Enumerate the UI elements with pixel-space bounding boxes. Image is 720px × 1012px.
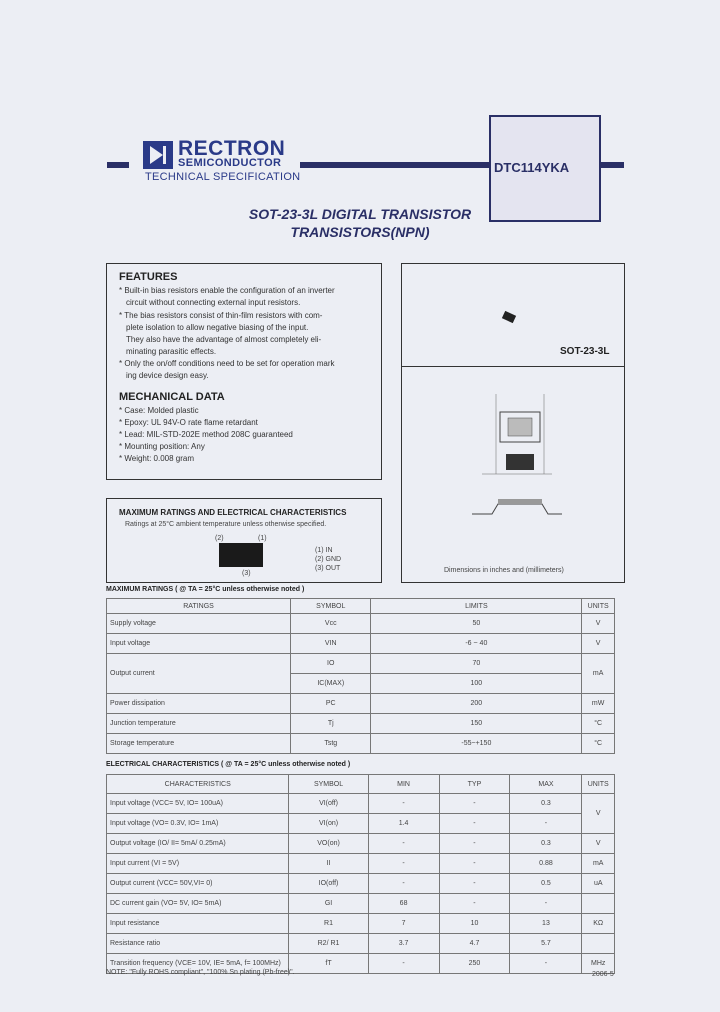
table-cell: V: [582, 614, 615, 634]
table-cell: 250: [439, 954, 510, 974]
table-cell: uA: [582, 874, 615, 894]
table-cell: R1: [289, 914, 368, 934]
table-header: MAX: [510, 775, 582, 794]
table-header: SYMBOL: [291, 599, 371, 614]
table-row: [107, 914, 615, 934]
table-cell: -: [368, 794, 439, 814]
header-bar-left: [107, 162, 129, 168]
table-cell: 13: [510, 914, 582, 934]
max-ratings-caption: MAXIMUM RATINGS ( @ TA = 25°C unless otherwise noted ): [106, 586, 305, 593]
package-icon: [500, 310, 520, 326]
table-cell: fT: [289, 954, 368, 974]
feature-line: * Built-in bias resistors enable the configuration of an inverter: [119, 286, 335, 295]
diode-symbol-icon: [143, 141, 173, 169]
table-cell: Power dissipation: [107, 694, 291, 714]
table-cell: 3.7: [368, 934, 439, 954]
ratings-heading: MAXIMUM RATINGS AND ELECTRICAL CHARACTERISTICS: [119, 508, 347, 517]
table-cell: °C: [582, 714, 615, 734]
table-row: [107, 634, 615, 654]
table-cell: V: [582, 794, 615, 834]
table-header: TYP: [439, 775, 510, 794]
table-cell: -: [439, 794, 510, 814]
table-cell: 5.7: [510, 934, 582, 954]
header-bar-right: [599, 162, 624, 168]
package-label: SOT-23-3L: [560, 346, 610, 357]
table-cell: Supply voltage: [107, 614, 291, 634]
table-cell: GI: [289, 894, 368, 914]
table-cell: Transition frequency (VCE= 10V, IE= 5mA, f= 100MHz): [107, 954, 289, 974]
package-divider: [402, 366, 624, 367]
max-ratings-table: [106, 598, 615, 754]
table-cell: -: [510, 954, 582, 974]
features-heading: FEATURES: [119, 271, 178, 283]
table-cell: -: [439, 834, 510, 854]
table-cell: 50: [371, 614, 582, 634]
footer-code: 2006-5: [592, 971, 614, 978]
table-cell: 1.4: [368, 814, 439, 834]
table-cell: VO(on): [289, 834, 368, 854]
table-cell: 68: [368, 894, 439, 914]
table-row: [107, 694, 615, 714]
pin-desc-gnd: (2) GND: [315, 556, 342, 563]
table-row: [107, 814, 615, 834]
table-cell: Input voltage (VCC= 5V, IO= 100uA): [107, 794, 289, 814]
header-bar-middle: [300, 162, 489, 168]
feature-line: circuit without connecting external input resistors.: [126, 298, 301, 307]
table-cell: R2/ R1: [289, 934, 368, 954]
table-cell: Tj: [291, 714, 371, 734]
table-cell: Output current: [107, 654, 291, 694]
part-number: DTC114YKA: [494, 160, 570, 175]
ratings-panel: [106, 498, 382, 583]
table-cell: -6 ~ 40: [371, 634, 582, 654]
table-cell: KΩ: [582, 914, 615, 934]
dimension-note: Dimensions in inches and (millimeters): [444, 567, 564, 574]
table-cell: °C: [582, 734, 615, 754]
page-title: SOT-23-3L DIGITAL TRANSISTOR: [248, 206, 472, 222]
table-cell: Output voltage (IO/ II= 5mA/ 0.25mA): [107, 834, 289, 854]
feature-line: ing device design easy.: [126, 371, 209, 380]
table-row: [107, 934, 615, 954]
table-cell: Output current (VCC= 50V,VI= 0): [107, 874, 289, 894]
ratings-note: Ratings at 25°C ambient temperature unless otherwise specified.: [125, 521, 327, 528]
table-row: [107, 734, 615, 754]
table-cell: Input voltage (VO= 0.3V, IO= 1mA): [107, 814, 289, 834]
table-cell: Junction temperature: [107, 714, 291, 734]
table-cell: 10: [439, 914, 510, 934]
table-header: RATINGS: [107, 599, 291, 614]
pin-label-2: (2): [215, 535, 224, 542]
table-row: [107, 614, 615, 634]
table-cell: IO(off): [289, 874, 368, 894]
brand-name: RECTRON: [178, 137, 286, 160]
feature-line: minating parasitic effects.: [126, 347, 217, 356]
rectron-logo-icon: [143, 141, 173, 169]
feature-line: plete isolation to allow negative biasing of the input.: [126, 323, 309, 332]
table-cell: -: [439, 814, 510, 834]
table-header: MIN: [368, 775, 439, 794]
table-cell: -: [368, 834, 439, 854]
table-cell: IO: [291, 654, 371, 674]
table-cell: -55~+150: [371, 734, 582, 754]
table-cell: V: [582, 834, 615, 854]
table-cell: 150: [371, 714, 582, 734]
table-cell: Input resistance: [107, 914, 289, 934]
table-cell: mW: [582, 694, 615, 714]
table-cell: -: [510, 894, 582, 914]
table-cell: VIN: [291, 634, 371, 654]
brand-spec-label: TECHNICAL SPECIFICATION: [145, 171, 301, 183]
elec-chars-table: [106, 774, 615, 974]
table-cell: -: [368, 854, 439, 874]
features-panel: [106, 263, 382, 480]
table-cell: mA: [582, 654, 615, 694]
table-cell: Resistance ratio: [107, 934, 289, 954]
feature-line: They also have the advantage of almost completely eli-: [126, 335, 322, 344]
table-cell: 0.5: [510, 874, 582, 894]
table-cell: V: [582, 634, 615, 654]
mechanical-line: * Epoxy: UL 94V-O rate flame retardant: [119, 418, 258, 427]
table-cell: DC current gain (VO= 5V, IO= 5mA): [107, 894, 289, 914]
table-cell: -: [368, 954, 439, 974]
mechanical-line: * Mounting position: Any: [119, 442, 205, 451]
table-header: CHARACTERISTICS: [107, 775, 289, 794]
table-cell: Input voltage: [107, 634, 291, 654]
pin-label-1: (1): [258, 535, 267, 542]
table-cell: 0.3: [510, 834, 582, 854]
table-cell: VI(on): [289, 814, 368, 834]
table-cell: 70: [371, 654, 582, 674]
table-header: UNITS: [582, 599, 615, 614]
package-dimension-drawing: [412, 374, 612, 544]
table-cell: MHz: [582, 954, 615, 974]
table-cell: [582, 894, 615, 914]
table-cell: 100: [371, 674, 582, 694]
brand-subtitle: SEMICONDUCTOR: [178, 157, 282, 169]
pin-label-3: (3): [242, 570, 251, 577]
feature-line: * The bias resistors consist of thin-film resistors with com-: [119, 311, 323, 320]
pin-desc-out: (3) OUT: [315, 565, 341, 572]
table-cell: -: [439, 894, 510, 914]
table-row: [107, 714, 615, 734]
table-row: [107, 894, 615, 914]
mechanical-line: * Lead: MIL-STD-202E method 208C guaranteed: [119, 430, 293, 439]
table-row: [107, 874, 615, 894]
table-cell: 7: [368, 914, 439, 934]
table-cell: 0.3: [510, 794, 582, 814]
table-row: [107, 854, 615, 874]
table-cell: -: [368, 874, 439, 894]
table-cell: -: [510, 814, 582, 834]
table-row: [107, 654, 615, 674]
table-cell: Input current (VI = 5V): [107, 854, 289, 874]
table-row: [107, 794, 615, 814]
mechanical-line: * Case: Molded plastic: [119, 406, 199, 415]
table-cell: -: [439, 854, 510, 874]
table-cell: PC: [291, 694, 371, 714]
table-cell: 4.7: [439, 934, 510, 954]
feature-line: * Only the on/off conditions need to be set for operation mark: [119, 359, 335, 368]
mechanical-heading: MECHANICAL DATA: [119, 391, 225, 403]
page-subtitle: TRANSISTORS(NPN): [290, 224, 430, 240]
elec-chars-caption: ELECTRICAL CHARACTERISTICS ( @ TA = 25°C unless otherwise noted ): [106, 761, 351, 768]
package-panel: [401, 263, 625, 583]
table-row: [107, 834, 615, 854]
table-cell: 200: [371, 694, 582, 714]
table-cell: -: [439, 874, 510, 894]
table-cell: [582, 934, 615, 954]
table-cell: II: [289, 854, 368, 874]
mechanical-line: * Weight: 0.008 gram: [119, 454, 195, 463]
table-cell: VI(off): [289, 794, 368, 814]
table-cell: Tstg: [291, 734, 371, 754]
footer-note: NOTE: "Fully ROHS compliant", "100% Sn plating (Pb-free)".: [106, 969, 295, 976]
pin-desc-in: (1) IN: [315, 547, 333, 554]
table-cell: 0.88: [510, 854, 582, 874]
table-header: SYMBOL: [289, 775, 368, 794]
table-cell: IC(MAX): [291, 674, 371, 694]
table-cell: mA: [582, 854, 615, 874]
table-header: UNITS: [582, 775, 615, 794]
table-cell: Storage temperature: [107, 734, 291, 754]
table-header: LIMITS: [371, 599, 582, 614]
table-cell: Vcc: [291, 614, 371, 634]
transistor-body-icon: [219, 543, 263, 567]
